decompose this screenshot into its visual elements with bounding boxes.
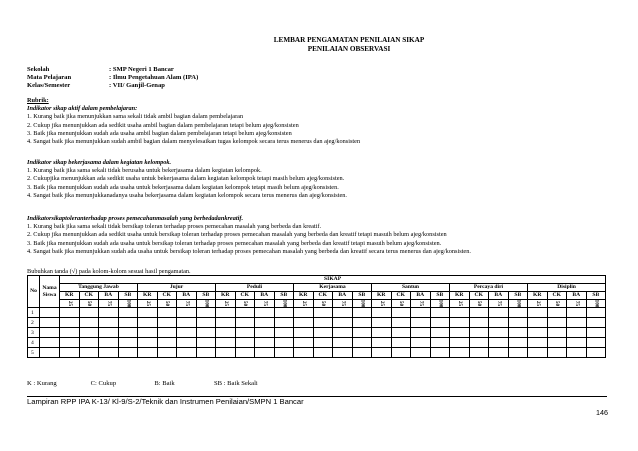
check-cell[interactable] <box>99 338 119 348</box>
score-header: 75 <box>333 300 353 308</box>
rubric-item: 4. Sangat baik jika menunjukkan sudah ambil bagian dalam menyelesaikan tugas kelompok secara terus menerus dan ajeg/konsisten <box>27 138 361 146</box>
check-cell[interactable] <box>547 338 567 348</box>
check-cell[interactable] <box>528 308 548 318</box>
check-cell[interactable] <box>216 348 236 358</box>
rubric-item: 2. Cukup jika menunjukkan ada sedikit usaha untuk bersikap toleran terhadap proses pemecahan masalah yang berbeda dan kreatif tetapi masuih belum ajeg/konsisten <box>27 231 447 239</box>
check-cell[interactable] <box>489 338 509 348</box>
category-header: Disiplin <box>528 284 606 292</box>
check-cell[interactable] <box>118 318 138 328</box>
check-cell[interactable] <box>157 308 177 318</box>
check-cell[interactable] <box>469 348 489 358</box>
table-row <box>28 338 606 348</box>
check-cell[interactable] <box>196 338 216 348</box>
check-cell[interactable] <box>255 308 275 318</box>
student-name-cell[interactable] <box>40 338 60 348</box>
check-cell[interactable] <box>489 328 509 338</box>
check-cell[interactable] <box>333 308 353 318</box>
check-cell[interactable] <box>450 308 470 318</box>
subcol-header: KR <box>528 292 548 300</box>
check-cell[interactable] <box>157 328 177 338</box>
rubric-item: 4. Sangat baik jika menunjukkanadanya usaha bekerjasama dalam kegiatan kelompok secara terus menerus dan ajeg/konsisten. <box>27 191 347 199</box>
check-cell[interactable] <box>411 318 431 328</box>
subcol-header: BA <box>99 292 119 300</box>
row-number: 5 <box>28 348 40 358</box>
check-cell[interactable] <box>450 328 470 338</box>
score-header: 100 <box>196 300 216 308</box>
rubric-item: 1. Kurang baik jika sama sekali tidak berusaha untuk bekerjasama dalam kegiatan kelompok. <box>27 167 262 175</box>
check-cell[interactable] <box>177 328 197 338</box>
observation-table <box>27 275 606 358</box>
check-cell[interactable] <box>508 318 528 328</box>
rubric-section-cooperation <box>27 159 627 200</box>
check-cell[interactable] <box>430 338 450 348</box>
check-cell[interactable] <box>508 328 528 338</box>
check-cell[interactable] <box>333 318 353 328</box>
check-cell[interactable] <box>586 338 606 348</box>
score-header: 50 <box>157 300 177 308</box>
score-header: 25 <box>294 300 314 308</box>
info-row-school: Sekolah : SMP Negeri 1 Bancar <box>27 66 174 73</box>
check-cell[interactable] <box>430 348 450 358</box>
legend <box>27 380 258 387</box>
check-cell[interactable] <box>489 348 509 358</box>
check-cell[interactable] <box>274 348 294 358</box>
check-cell[interactable] <box>430 308 450 318</box>
subcol-header: BA <box>333 292 353 300</box>
check-cell[interactable] <box>255 338 275 348</box>
check-cell[interactable] <box>528 318 548 328</box>
check-cell[interactable] <box>118 348 138 358</box>
col-no-header: No <box>28 276 40 308</box>
check-cell[interactable] <box>177 348 197 358</box>
subcol-header: CK <box>391 292 411 300</box>
check-cell[interactable] <box>235 328 255 338</box>
check-cell[interactable] <box>294 318 314 328</box>
check-cell[interactable] <box>430 318 450 328</box>
category-header: Santun <box>372 284 450 292</box>
check-cell[interactable] <box>528 348 548 358</box>
check-cell[interactable] <box>411 338 431 348</box>
check-cell[interactable] <box>60 308 80 318</box>
subcol-header: KR <box>372 292 392 300</box>
table-row <box>28 308 606 318</box>
check-cell[interactable] <box>196 308 216 318</box>
check-cell[interactable] <box>196 318 216 328</box>
legend-item: K : Kurang <box>27 380 57 387</box>
subcol-header: CK <box>469 292 489 300</box>
check-cell[interactable] <box>313 318 333 328</box>
subcol-header: BA <box>489 292 509 300</box>
check-cell[interactable] <box>352 338 372 348</box>
check-cell[interactable] <box>391 328 411 338</box>
check-cell[interactable] <box>333 348 353 358</box>
check-cell[interactable] <box>391 338 411 348</box>
subcol-header: SB <box>274 292 294 300</box>
subcol-header: SB <box>352 292 372 300</box>
check-cell[interactable] <box>274 338 294 348</box>
check-cell[interactable] <box>450 318 470 328</box>
check-cell[interactable] <box>489 308 509 318</box>
subcol-header: KR <box>294 292 314 300</box>
row-number: 1 <box>28 308 40 318</box>
row-number: 4 <box>28 338 40 348</box>
check-cell[interactable] <box>586 348 606 358</box>
rubric-section-tolerance <box>27 215 627 256</box>
rubric-item: 1. Kurang baik jika menunjukkan sama sekali tidak ambil bagian dalam pembelajaran <box>27 113 244 121</box>
score-header: 75 <box>99 300 119 308</box>
score-header: 25 <box>216 300 236 308</box>
rubric-item: 3. Baik jika menunjukkan sudah ada usaha untuk bersikap toleran terhadap proses pemecahan masalah yang berbeda dan kreatif tetapi masuih belum ajeg/konsisten. <box>27 239 442 247</box>
check-cell[interactable] <box>391 308 411 318</box>
score-header: 100 <box>118 300 138 308</box>
score-header: 75 <box>411 300 431 308</box>
check-cell[interactable] <box>79 338 99 348</box>
legend-item: B: Baik <box>154 380 175 387</box>
check-cell[interactable] <box>450 338 470 348</box>
subcol-header: SB <box>196 292 216 300</box>
check-cell[interactable] <box>60 318 80 328</box>
page-subtitle: PENILAIAN OBSERVASI <box>307 45 391 53</box>
check-cell[interactable] <box>313 338 333 348</box>
check-cell[interactable] <box>469 338 489 348</box>
check-cell[interactable] <box>79 348 99 358</box>
subcol-header: CK <box>157 292 177 300</box>
score-header: 50 <box>79 300 99 308</box>
subcol-header: CK <box>547 292 567 300</box>
subcol-header: CK <box>313 292 333 300</box>
check-cell[interactable] <box>60 338 80 348</box>
check-cell[interactable] <box>352 328 372 338</box>
page-title: LEMBAR PENGAMATAN PENILAIAN SIKAP <box>273 36 425 44</box>
check-cell[interactable] <box>79 308 99 318</box>
score-header: 50 <box>313 300 333 308</box>
check-cell[interactable] <box>216 308 236 318</box>
check-cell[interactable] <box>372 308 392 318</box>
subcol-header: CK <box>235 292 255 300</box>
info-row-subject: Mata Pelajaran : Ilmu Pengetahuan Alam (IPA) <box>27 74 199 81</box>
category-header: Kerjasama <box>294 284 372 292</box>
rubric-item: 4. Sangat baik jika menunjukkan sudah ada usaha untuk bersikap toleran terhadap proses pemecahan masalah yang berbeda dan kreatif secara terus menerus dan ajeg/konsisten. <box>27 247 471 255</box>
check-cell[interactable] <box>294 338 314 348</box>
score-header: 25 <box>372 300 392 308</box>
check-cell[interactable] <box>313 328 333 338</box>
check-cell[interactable] <box>567 348 587 358</box>
subcol-header: KR <box>138 292 158 300</box>
section-heading: Indikator sikap bekerjasama dalam kegiatan kelompok. <box>27 159 172 166</box>
check-cell[interactable] <box>196 328 216 338</box>
check-cell[interactable] <box>216 318 236 328</box>
check-cell[interactable] <box>79 328 99 338</box>
check-cell[interactable] <box>391 348 411 358</box>
check-cell[interactable] <box>294 328 314 338</box>
col-name-header: Nama Siswa <box>40 276 60 308</box>
check-cell[interactable] <box>333 338 353 348</box>
section-heading: Indikator sikap aktif dalam pembelajaran: <box>27 105 138 113</box>
check-cell[interactable] <box>196 348 216 358</box>
rubric-item: 3. Baik jika menunjukkan sudah ada usaha ambil bagian dalam pembelajaran tetapi belum ajeg/konsisten <box>27 129 292 137</box>
check-cell[interactable] <box>372 328 392 338</box>
table-row <box>28 318 606 328</box>
score-header: 25 <box>450 300 470 308</box>
score-header: 100 <box>586 300 606 308</box>
subcol-header: BA <box>255 292 275 300</box>
check-cell[interactable] <box>489 318 509 328</box>
rubric-item: 1. Kurang baik jika sama sekali tidak bersikap toleran terhadap proses pemecahan masalah yang berbeda dan kreatif. <box>27 223 322 231</box>
check-cell[interactable] <box>157 318 177 328</box>
score-header: 75 <box>489 300 509 308</box>
score-header: 100 <box>508 300 528 308</box>
check-cell[interactable] <box>274 308 294 318</box>
rubric-label: Rubrik: <box>27 97 49 104</box>
check-cell[interactable] <box>294 348 314 358</box>
check-cell[interactable] <box>255 328 275 338</box>
check-cell[interactable] <box>508 348 528 358</box>
check-cell[interactable] <box>157 348 177 358</box>
section-heading: Indikatorsikaptoleranterhadap proses pemecahanmasalah yang berbedadankreatif. <box>27 215 244 222</box>
score-header: 75 <box>567 300 587 308</box>
check-cell[interactable] <box>99 308 119 318</box>
instruction-text: Bubuhkan tanda (√) pada kolom-kolom sesuai hasil pengamatan. <box>27 268 191 275</box>
subcol-header: SB <box>586 292 606 300</box>
check-cell[interactable] <box>138 318 158 328</box>
category-header: Peduli <box>216 284 294 292</box>
student-name-cell[interactable] <box>40 348 60 358</box>
subcol-header: SB <box>118 292 138 300</box>
check-cell[interactable] <box>138 328 158 338</box>
info-row-class: Kelas/Semester : VII/ Ganjil-Genap <box>27 82 165 89</box>
score-header: 50 <box>235 300 255 308</box>
subcol-header: KR <box>450 292 470 300</box>
check-cell[interactable] <box>235 338 255 348</box>
check-cell[interactable] <box>528 328 548 338</box>
check-cell[interactable] <box>586 318 606 328</box>
check-cell[interactable] <box>313 308 333 318</box>
score-header: 50 <box>469 300 489 308</box>
subcol-header: SB <box>430 292 450 300</box>
check-cell[interactable] <box>547 318 567 328</box>
check-cell[interactable] <box>450 348 470 358</box>
subcol-header: BA <box>411 292 431 300</box>
rubric-section-active <box>27 97 627 146</box>
check-cell[interactable] <box>391 318 411 328</box>
check-cell[interactable] <box>469 328 489 338</box>
student-name-cell[interactable] <box>40 318 60 328</box>
check-cell[interactable] <box>547 308 567 318</box>
legend-item: C: Cukup <box>90 380 117 387</box>
check-cell[interactable] <box>313 348 333 358</box>
check-cell[interactable] <box>469 308 489 318</box>
check-cell[interactable] <box>372 338 392 348</box>
group-header: SIKAP <box>60 276 606 284</box>
check-cell[interactable] <box>216 338 236 348</box>
subcol-header: SB <box>508 292 528 300</box>
check-cell[interactable] <box>118 338 138 348</box>
score-header: 50 <box>391 300 411 308</box>
check-cell[interactable] <box>528 338 548 348</box>
score-header: 25 <box>60 300 80 308</box>
check-cell[interactable] <box>352 308 372 318</box>
rubric-item: 2. Cukup jika menunjukkan ada sedikit usaha ambil bagian dalam pembelajaran tetapi belum ajeg/konsisten <box>27 121 299 129</box>
table-row <box>28 348 606 358</box>
check-cell[interactable] <box>411 308 431 318</box>
rubric-item: 3. Baik jika menunjukkan sudah ada usaha untuk bekerjasama dalam kegiatan kelompok tetapi masih belum ajeg/konsisten. <box>27 183 339 191</box>
check-cell[interactable] <box>508 308 528 318</box>
check-cell[interactable] <box>60 328 80 338</box>
check-cell[interactable] <box>99 348 119 358</box>
score-header: 100 <box>274 300 294 308</box>
subcol-header: BA <box>177 292 197 300</box>
score-header: 100 <box>352 300 372 308</box>
subcol-header: KR <box>60 292 80 300</box>
check-cell[interactable] <box>469 318 489 328</box>
check-cell[interactable] <box>586 308 606 318</box>
check-cell[interactable] <box>138 348 158 358</box>
check-cell[interactable] <box>508 338 528 348</box>
check-cell[interactable] <box>274 328 294 338</box>
check-cell[interactable] <box>235 308 255 318</box>
check-cell[interactable] <box>274 318 294 328</box>
check-cell[interactable] <box>177 338 197 348</box>
check-cell[interactable] <box>547 348 567 358</box>
page-number: 146 <box>596 408 608 417</box>
check-cell[interactable] <box>99 318 119 328</box>
subcol-header: BA <box>567 292 587 300</box>
check-cell[interactable] <box>567 308 587 318</box>
category-header: Jujur <box>138 284 216 292</box>
check-cell[interactable] <box>586 328 606 338</box>
score-header: 75 <box>177 300 197 308</box>
check-cell[interactable] <box>235 348 255 358</box>
row-number: 2 <box>28 318 40 328</box>
check-cell[interactable] <box>99 328 119 338</box>
check-cell[interactable] <box>235 318 255 328</box>
check-cell[interactable] <box>177 318 197 328</box>
check-cell[interactable] <box>138 338 158 348</box>
check-cell[interactable] <box>138 308 158 318</box>
check-cell[interactable] <box>60 348 80 358</box>
check-cell[interactable] <box>333 328 353 338</box>
score-header: 75 <box>255 300 275 308</box>
check-cell[interactable] <box>567 318 587 328</box>
score-header: 50 <box>547 300 567 308</box>
check-cell[interactable] <box>372 348 392 358</box>
check-cell[interactable] <box>79 318 99 328</box>
check-cell[interactable] <box>118 328 138 338</box>
identity-info <box>27 66 198 90</box>
footer-text: Lampiran RPP IPA K-13/ Kl-9/S-2/Teknik dan Instrumen Penilaian/SMPN 1 Bancar <box>27 397 304 406</box>
check-cell[interactable] <box>567 338 587 348</box>
score-header: 25 <box>528 300 548 308</box>
check-cell[interactable] <box>177 308 197 318</box>
check-cell[interactable] <box>294 308 314 318</box>
category-header: Tanggung Jawab <box>60 284 138 292</box>
check-cell[interactable] <box>352 348 372 358</box>
check-cell[interactable] <box>411 348 431 358</box>
check-cell[interactable] <box>411 328 431 338</box>
score-header: 100 <box>430 300 450 308</box>
check-cell[interactable] <box>118 308 138 318</box>
check-cell[interactable] <box>547 328 567 338</box>
student-name-cell[interactable] <box>40 328 60 338</box>
subcol-header: CK <box>79 292 99 300</box>
check-cell[interactable] <box>157 338 177 348</box>
check-cell[interactable] <box>567 328 587 338</box>
check-cell[interactable] <box>430 328 450 338</box>
check-cell[interactable] <box>372 318 392 328</box>
check-cell[interactable] <box>352 318 372 328</box>
row-number: 3 <box>28 328 40 338</box>
subcol-header: KR <box>216 292 236 300</box>
legend-item: SB : Baik Sekali <box>213 380 258 387</box>
rubric-item: 2. Cukupjika menunjukkan ada sedikit usaha untuk bekerjasama dalam kegiatan kelompok tetapi masih belum ajeg/konsisten. <box>27 175 345 183</box>
check-cell[interactable] <box>216 328 236 338</box>
score-header: 25 <box>138 300 158 308</box>
table-row <box>28 328 606 338</box>
check-cell[interactable] <box>255 318 275 328</box>
student-name-cell[interactable] <box>40 308 60 318</box>
check-cell[interactable] <box>255 348 275 358</box>
category-header: Percaya diri <box>450 284 528 292</box>
